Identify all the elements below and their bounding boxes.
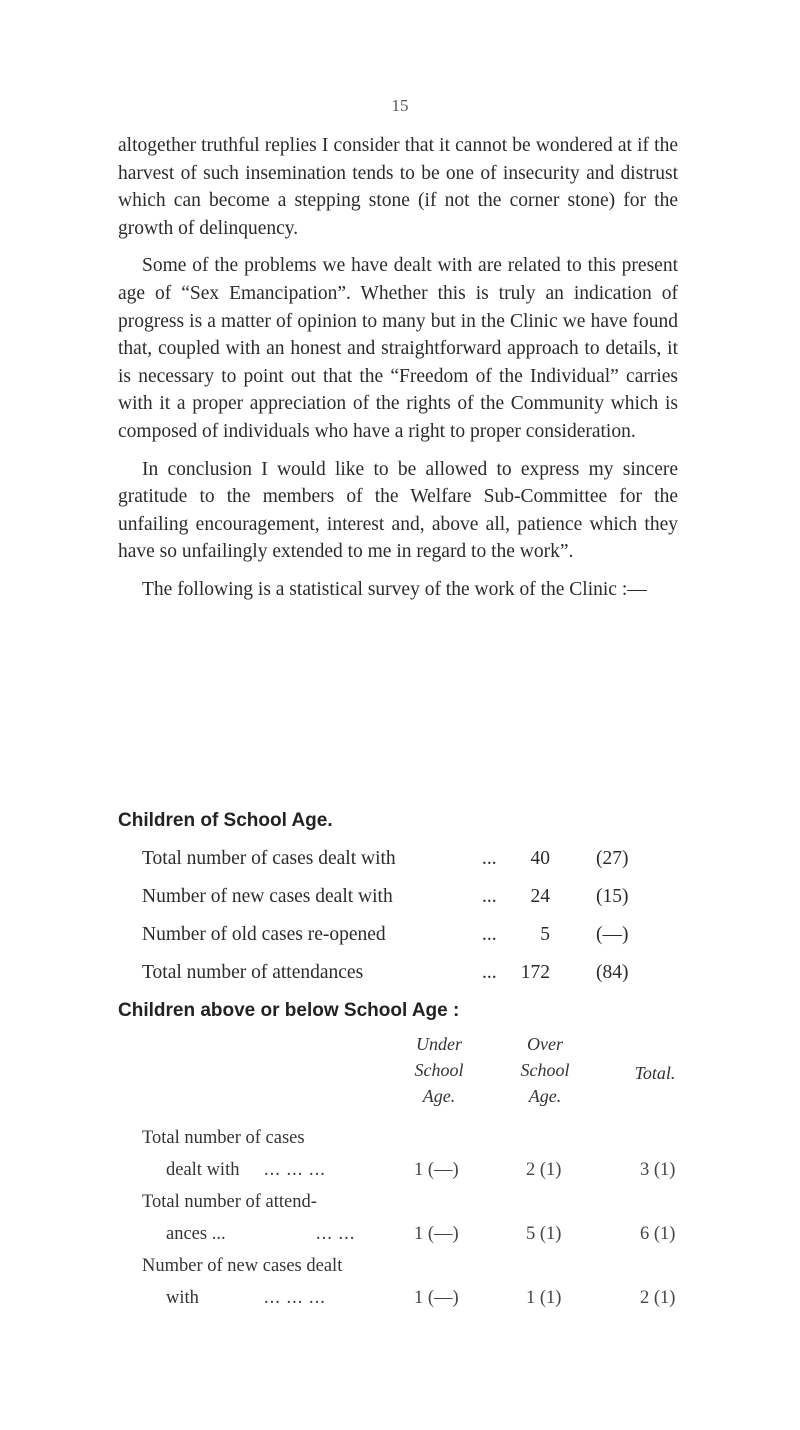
stat-previous-value: (27) <box>596 848 629 869</box>
paragraph-4: The following is a statistical survey of the work of the Clinic :— <box>142 578 647 600</box>
table-cell-under: 1 (—) <box>414 1224 459 1244</box>
table-row-label: with <box>166 1288 199 1308</box>
paragraph-1: altogether truthful replies I consider that it cannot be wondered at if the harvest of such insemination tends to be one of insecurity and distrust which can become a stepping stone (if not the corner stone) for the growth of delinquency. <box>118 135 678 239</box>
paragraph-2: Some of the problems we have dealt with are related to this present age of “Sex Emancipation”. Whether this is truly an indication of progress is a matter of opinion to many but in the Clinic we have found that, coupled with an honest and straightforward approach to details, it is necessary to point out that the “Freedom of the Individual” carries with it a proper appreciation of the rights of the Community which is composed of individuals who have a right to proper consideration. <box>118 255 678 442</box>
table-row-dots: ... ... ... <box>264 1160 326 1180</box>
table-row-dots: ... ... ... <box>264 1288 326 1308</box>
stat-dots: ... <box>482 924 497 945</box>
column-header-line: Over <box>527 1034 563 1054</box>
stat-row <box>142 848 662 878</box>
stat-label: Total number of attendances <box>142 962 364 983</box>
body-text <box>118 132 678 614</box>
table-row-label: Total number of cases <box>142 1128 305 1148</box>
table-row-dots: ... ... <box>316 1224 356 1244</box>
page-number: 15 <box>391 96 409 115</box>
table-cell-total: 2 (1) <box>640 1288 676 1308</box>
paragraph-3: In conclusion I would like to be allowed to express my sincere gratitude to the members of the Welfare Sub-Committee for the unfailing encouragement, interest and, above all, patience which they have so unfailingly extended to me in regard to the work”. <box>118 458 678 563</box>
stat-label: Total number of cases dealt with <box>142 848 396 869</box>
column-header-line: Under <box>416 1034 462 1054</box>
stat-previous-value: (84) <box>596 962 629 983</box>
stat-value: 24 <box>530 886 550 907</box>
table-row-label: dealt with <box>166 1160 240 1180</box>
column-header-over-school-age <box>490 1034 600 1107</box>
column-header-total: Total. <box>634 1063 676 1083</box>
table-cell-total: 6 (1) <box>640 1224 676 1244</box>
column-header-line: School <box>414 1060 464 1080</box>
stat-value: 5 <box>540 924 550 945</box>
stat-previous-value: (—) <box>596 924 629 945</box>
table-cell-under: 1 (—) <box>414 1160 459 1180</box>
table-row-label: Total number of attend- <box>142 1192 317 1212</box>
column-header-under-school-age <box>384 1034 494 1107</box>
stat-row <box>142 886 662 916</box>
stat-dots: ... <box>482 848 497 869</box>
table-row-label: Number of new cases dealt <box>142 1256 343 1276</box>
column-header-line: Age. <box>528 1086 562 1106</box>
table-cell-over: 2 (1) <box>526 1160 562 1180</box>
column-header-line: Age. <box>422 1086 456 1106</box>
stat-value: 40 <box>530 848 550 869</box>
section-heading-school-age: Children of School Age. <box>118 810 333 831</box>
table-cell-under: 1 (—) <box>414 1288 459 1308</box>
stat-previous-value: (15) <box>596 886 629 907</box>
stat-label: Number of old cases re-opened <box>142 924 386 945</box>
stat-row <box>142 962 662 992</box>
stat-label: Number of new cases dealt with <box>142 886 393 907</box>
table-cell-total: 3 (1) <box>640 1160 676 1180</box>
table-cell-over: 5 (1) <box>526 1224 562 1244</box>
stat-dots: ... <box>482 886 497 907</box>
column-header-line: School <box>520 1060 570 1080</box>
section-heading-other-age: Children above or below School Age : <box>118 1000 460 1021</box>
stat-dots: ... <box>482 962 497 983</box>
table-cell-over: 1 (1) <box>526 1288 562 1308</box>
table-row-label: ances ... <box>166 1224 226 1244</box>
stat-value: 172 <box>520 962 550 983</box>
stat-row <box>142 924 662 954</box>
